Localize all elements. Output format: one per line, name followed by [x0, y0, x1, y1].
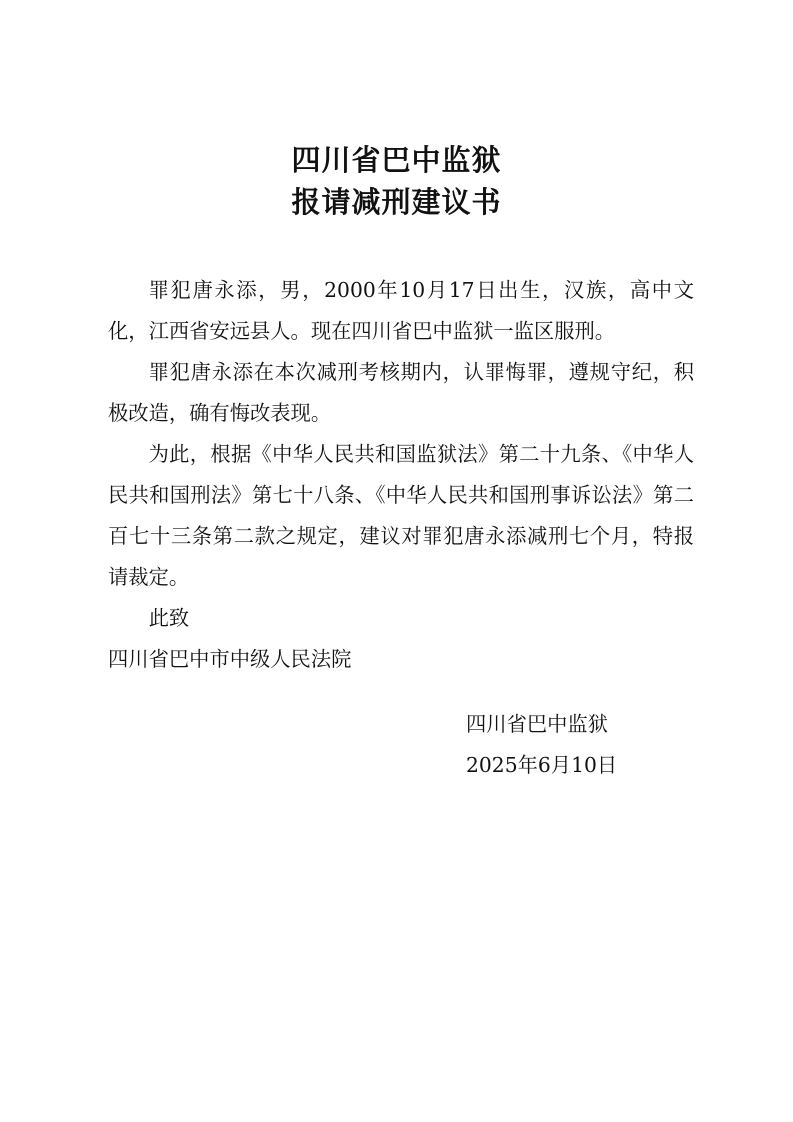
paragraph-legal-basis: 为此，根据《中华人民共和国监狱法》第二十九条、《中华人民共和国刑法》第七十八条、《中华人民共和国刑事诉讼法》第二百七十三条第二款之规定，建议对罪犯唐永添减刑七个月，特报请裁定。	[108, 442, 694, 589]
signature-block	[466, 704, 617, 786]
signature-date: 2025年6月10日	[466, 753, 618, 777]
paragraph-criminal-info: 罪犯唐永添，男，2000年10月17日出生，汉族，高中文化，江西省安远县人。现在四川省巴中监狱一监区服刑。	[108, 278, 694, 343]
paragraph-performance: 罪犯唐永添在本次减刑考核期内，认罪悔罪，遵规守纪，积极改造，确有悔改表现。	[108, 360, 694, 425]
document-body	[108, 270, 694, 680]
paragraph-salutation: 此致	[148, 606, 190, 630]
document-title-line2: 报请减刑建议书	[291, 185, 502, 219]
signature-org: 四川省巴中监狱	[466, 712, 608, 736]
recipient: 四川省巴中市中级人民法院	[108, 647, 352, 671]
document-title-line1: 四川省巴中监狱	[291, 143, 502, 177]
